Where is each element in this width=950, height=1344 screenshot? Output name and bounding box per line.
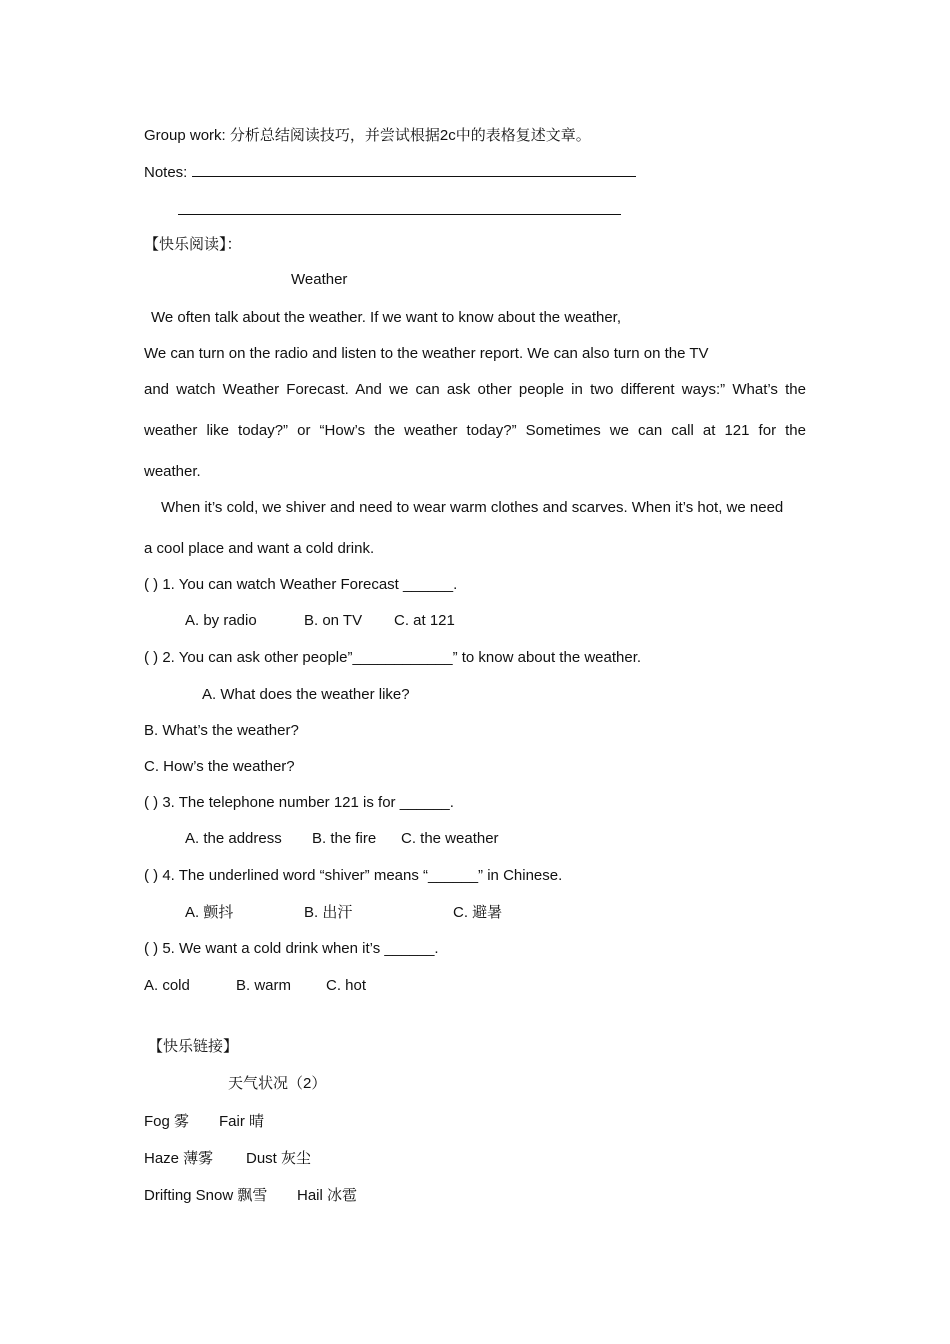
- q1-option-a: A. by radio: [185, 612, 257, 629]
- q4-stem: ( ) 4. The underlined word “shiver” means “______” in Chinese.: [144, 867, 563, 884]
- q1-stem: ( ) 1. You can watch Weather Forecast ______.: [144, 576, 458, 593]
- q4-option-a: A. 颤抖: [185, 904, 234, 921]
- link-header: 【快乐链接】: [148, 1038, 239, 1055]
- q3-option-c: C. the weather: [401, 830, 499, 847]
- q3-option-b: B. the fire: [312, 830, 377, 847]
- q2-option-b: B. What’s the weather?: [144, 722, 299, 739]
- notes-label: Notes:: [144, 164, 188, 181]
- group-work-line: Group work: 分析总结阅读技巧，并尝试根据2c中的表格复述文章。: [144, 127, 591, 144]
- vocab-fair: Fair 晴: [219, 1113, 265, 1130]
- paragraph1-line5: weather.: [144, 463, 201, 480]
- notes-line: [144, 162, 636, 183]
- q5-option-c: C. hot: [326, 977, 367, 994]
- link-title: 天气状况（2）: [228, 1075, 327, 1092]
- paragraph1-line2: We can turn on the radio and listen to the weather report. We can also turn on the TV: [144, 345, 709, 362]
- paragraph2-line1: When it’s cold, we shiver and need to wear warm clothes and scarves. When it’s hot, we need: [161, 499, 784, 516]
- vocab-haze: Haze 薄雾: [144, 1150, 214, 1167]
- q5-option-a: A. cold: [144, 977, 190, 994]
- q5-option-b: B. warm: [236, 977, 292, 994]
- q2-stem: ( ) 2. You can ask other people”____________” to know about the weather.: [144, 649, 642, 666]
- q2-option-c: C. How’s the weather?: [144, 758, 295, 775]
- q1-option-c: C. at 121: [394, 612, 455, 629]
- q3-stem: ( ) 3. The telephone number 121 is for ______.: [144, 794, 454, 811]
- q2-option-a: A. What does the weather like?: [202, 686, 410, 703]
- notes-blank-2: [178, 200, 621, 215]
- q3-option-a: A. the address: [185, 830, 282, 847]
- q4-option-b: B. 出汗: [304, 904, 353, 921]
- reading-header: 【快乐阅读】：: [144, 236, 242, 253]
- vocab-fog: Fog 雾: [144, 1113, 190, 1130]
- q1-option-b: B. on TV: [304, 612, 363, 629]
- paragraph1-line1: We often talk about the weather. If we want to know about the weather,: [151, 309, 622, 326]
- vocab-hail: Hail 冰雹: [297, 1187, 358, 1204]
- paragraph1-line3: and watch Weather Forecast. And we can ask other people in two different ways:” What’s the: [144, 381, 806, 398]
- vocab-drifting-snow: Drifting Snow 飘雪: [144, 1187, 268, 1204]
- q5-stem: ( ) 5. We want a cold drink when it’s ______.: [144, 940, 439, 957]
- paragraph1-line4: weather like today?” or “How’s the weather today?” Sometimes we can call at 121 for the: [144, 422, 806, 439]
- paragraph2-line2: a cool place and want a cold drink.: [144, 540, 375, 557]
- q4-option-c: C. 避暑: [453, 904, 503, 921]
- reading-title: Weather: [291, 271, 348, 288]
- notes-blank-1: [192, 162, 636, 177]
- vocab-dust: Dust 灰尘: [246, 1150, 312, 1167]
